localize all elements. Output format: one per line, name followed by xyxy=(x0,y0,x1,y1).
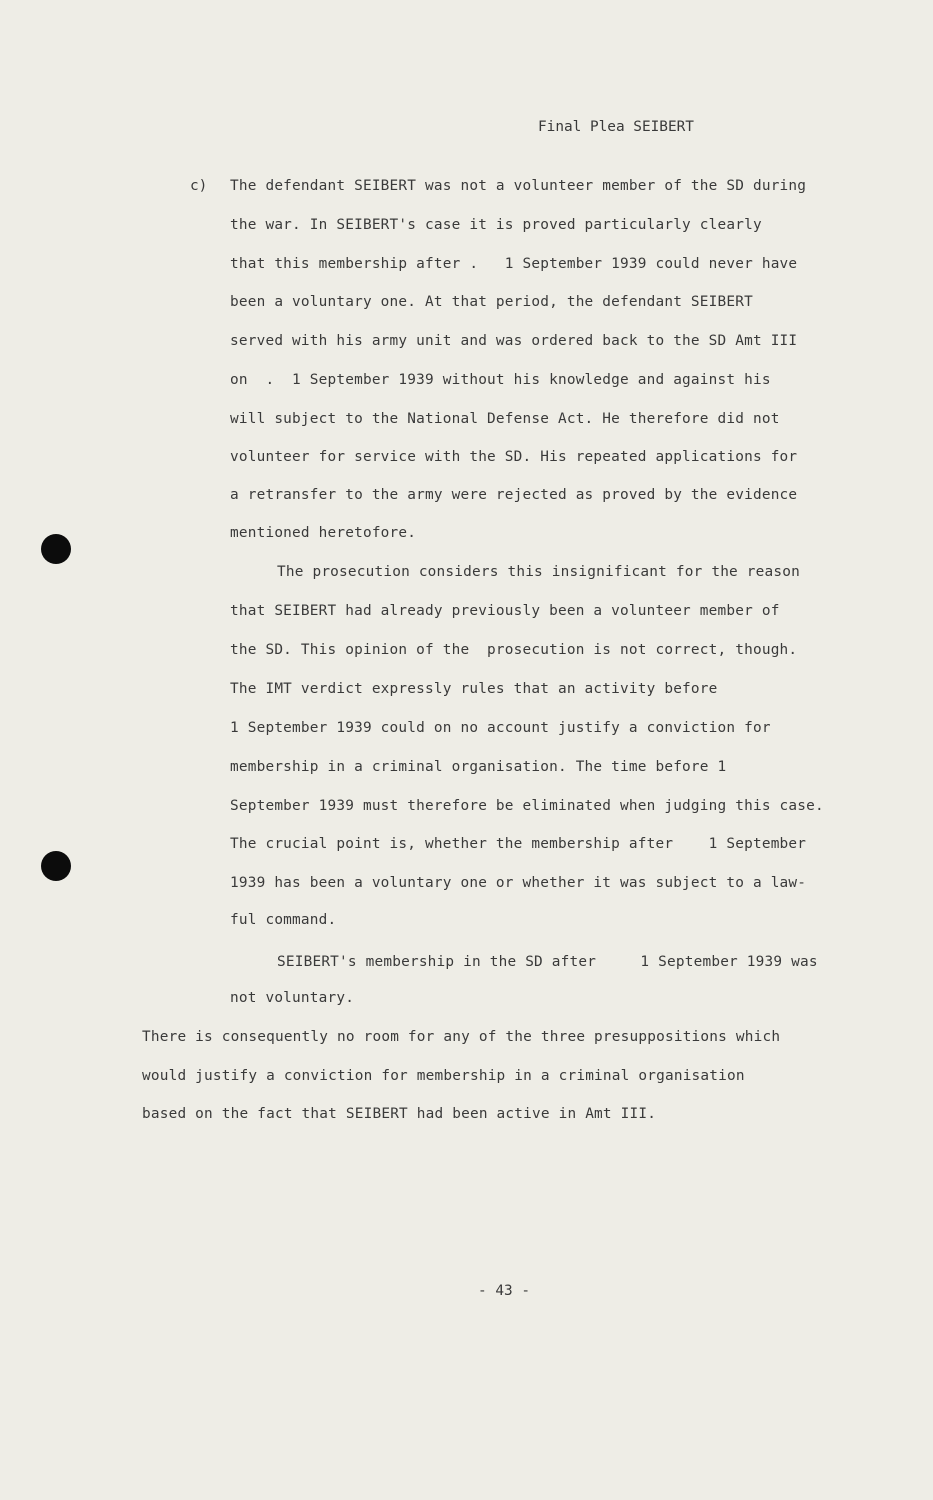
paragraph-2-line: 1 September 1939 could on no account justify a conviction for xyxy=(230,720,771,736)
paragraph-1-line: on . 1 September 1939 without his knowledge and against his xyxy=(230,372,771,388)
paragraph-2-line: ful command. xyxy=(230,912,337,928)
paragraph-2-line: the SD. This opinion of the prosecution is not correct, though. xyxy=(230,642,798,658)
paragraph-3-line: SEIBERT's membership in the SD after 1 September 1939 was xyxy=(277,954,818,970)
paragraph-2-line: membership in a criminal organisation. The time before 1 xyxy=(230,759,727,775)
paragraph-1-line: been a voluntary one. At that period, the defendant SEIBERT xyxy=(230,294,753,310)
paragraph-2-line: The prosecution considers this insignificant for the reason xyxy=(277,564,800,580)
paragraph-2-line: The crucial point is, whether the membership after 1 September xyxy=(230,836,807,852)
paragraph-1-line: served with his army unit and was ordered back to the SD Amt III xyxy=(230,333,798,349)
document-header: Final Plea SEIBERT xyxy=(538,119,694,135)
paragraph-4-line: based on the fact that SEIBERT had been active in Amt III. xyxy=(142,1106,657,1122)
paragraph-4-line: There is consequently no room for any of the three presuppositions which xyxy=(142,1029,781,1045)
page-number: - 43 - xyxy=(478,1283,530,1299)
paragraph-3-line: not voluntary. xyxy=(230,990,355,1006)
punch-hole-top xyxy=(41,534,71,564)
paragraph-1-line: volunteer for service with the SD. His repeated applications for xyxy=(230,449,798,465)
paragraph-1-line: the war. In SEIBERT's case it is proved particularly clearly xyxy=(230,217,762,233)
paragraph-1-line: that this membership after . 1 September 1939 could never have xyxy=(230,256,798,272)
paragraph-1-line: The defendant SEIBERT was not a volunteer member of the SD during xyxy=(230,178,807,194)
paragraph-1-line: a retransfer to the army were rejected as proved by the evidence xyxy=(230,487,798,503)
section-label: c) xyxy=(190,178,208,194)
paragraph-1-line: will subject to the National Defense Act. He therefore did not xyxy=(230,411,780,427)
paragraph-2-line: that SEIBERT had already previously been a volunteer member of xyxy=(230,603,780,619)
paragraph-2-line: 1939 has been a voluntary one or whether it was subject to a law- xyxy=(230,875,807,891)
paragraph-2-line: September 1939 must therefore be eliminated when judging this case. xyxy=(230,798,824,814)
paragraph-2-line: The IMT verdict expressly rules that an activity before xyxy=(230,681,718,697)
paragraph-4-line: would justify a conviction for membership in a criminal organisation xyxy=(142,1068,745,1084)
punch-hole-bottom xyxy=(41,851,71,881)
paragraph-1-line: mentioned heretofore. xyxy=(230,525,417,541)
